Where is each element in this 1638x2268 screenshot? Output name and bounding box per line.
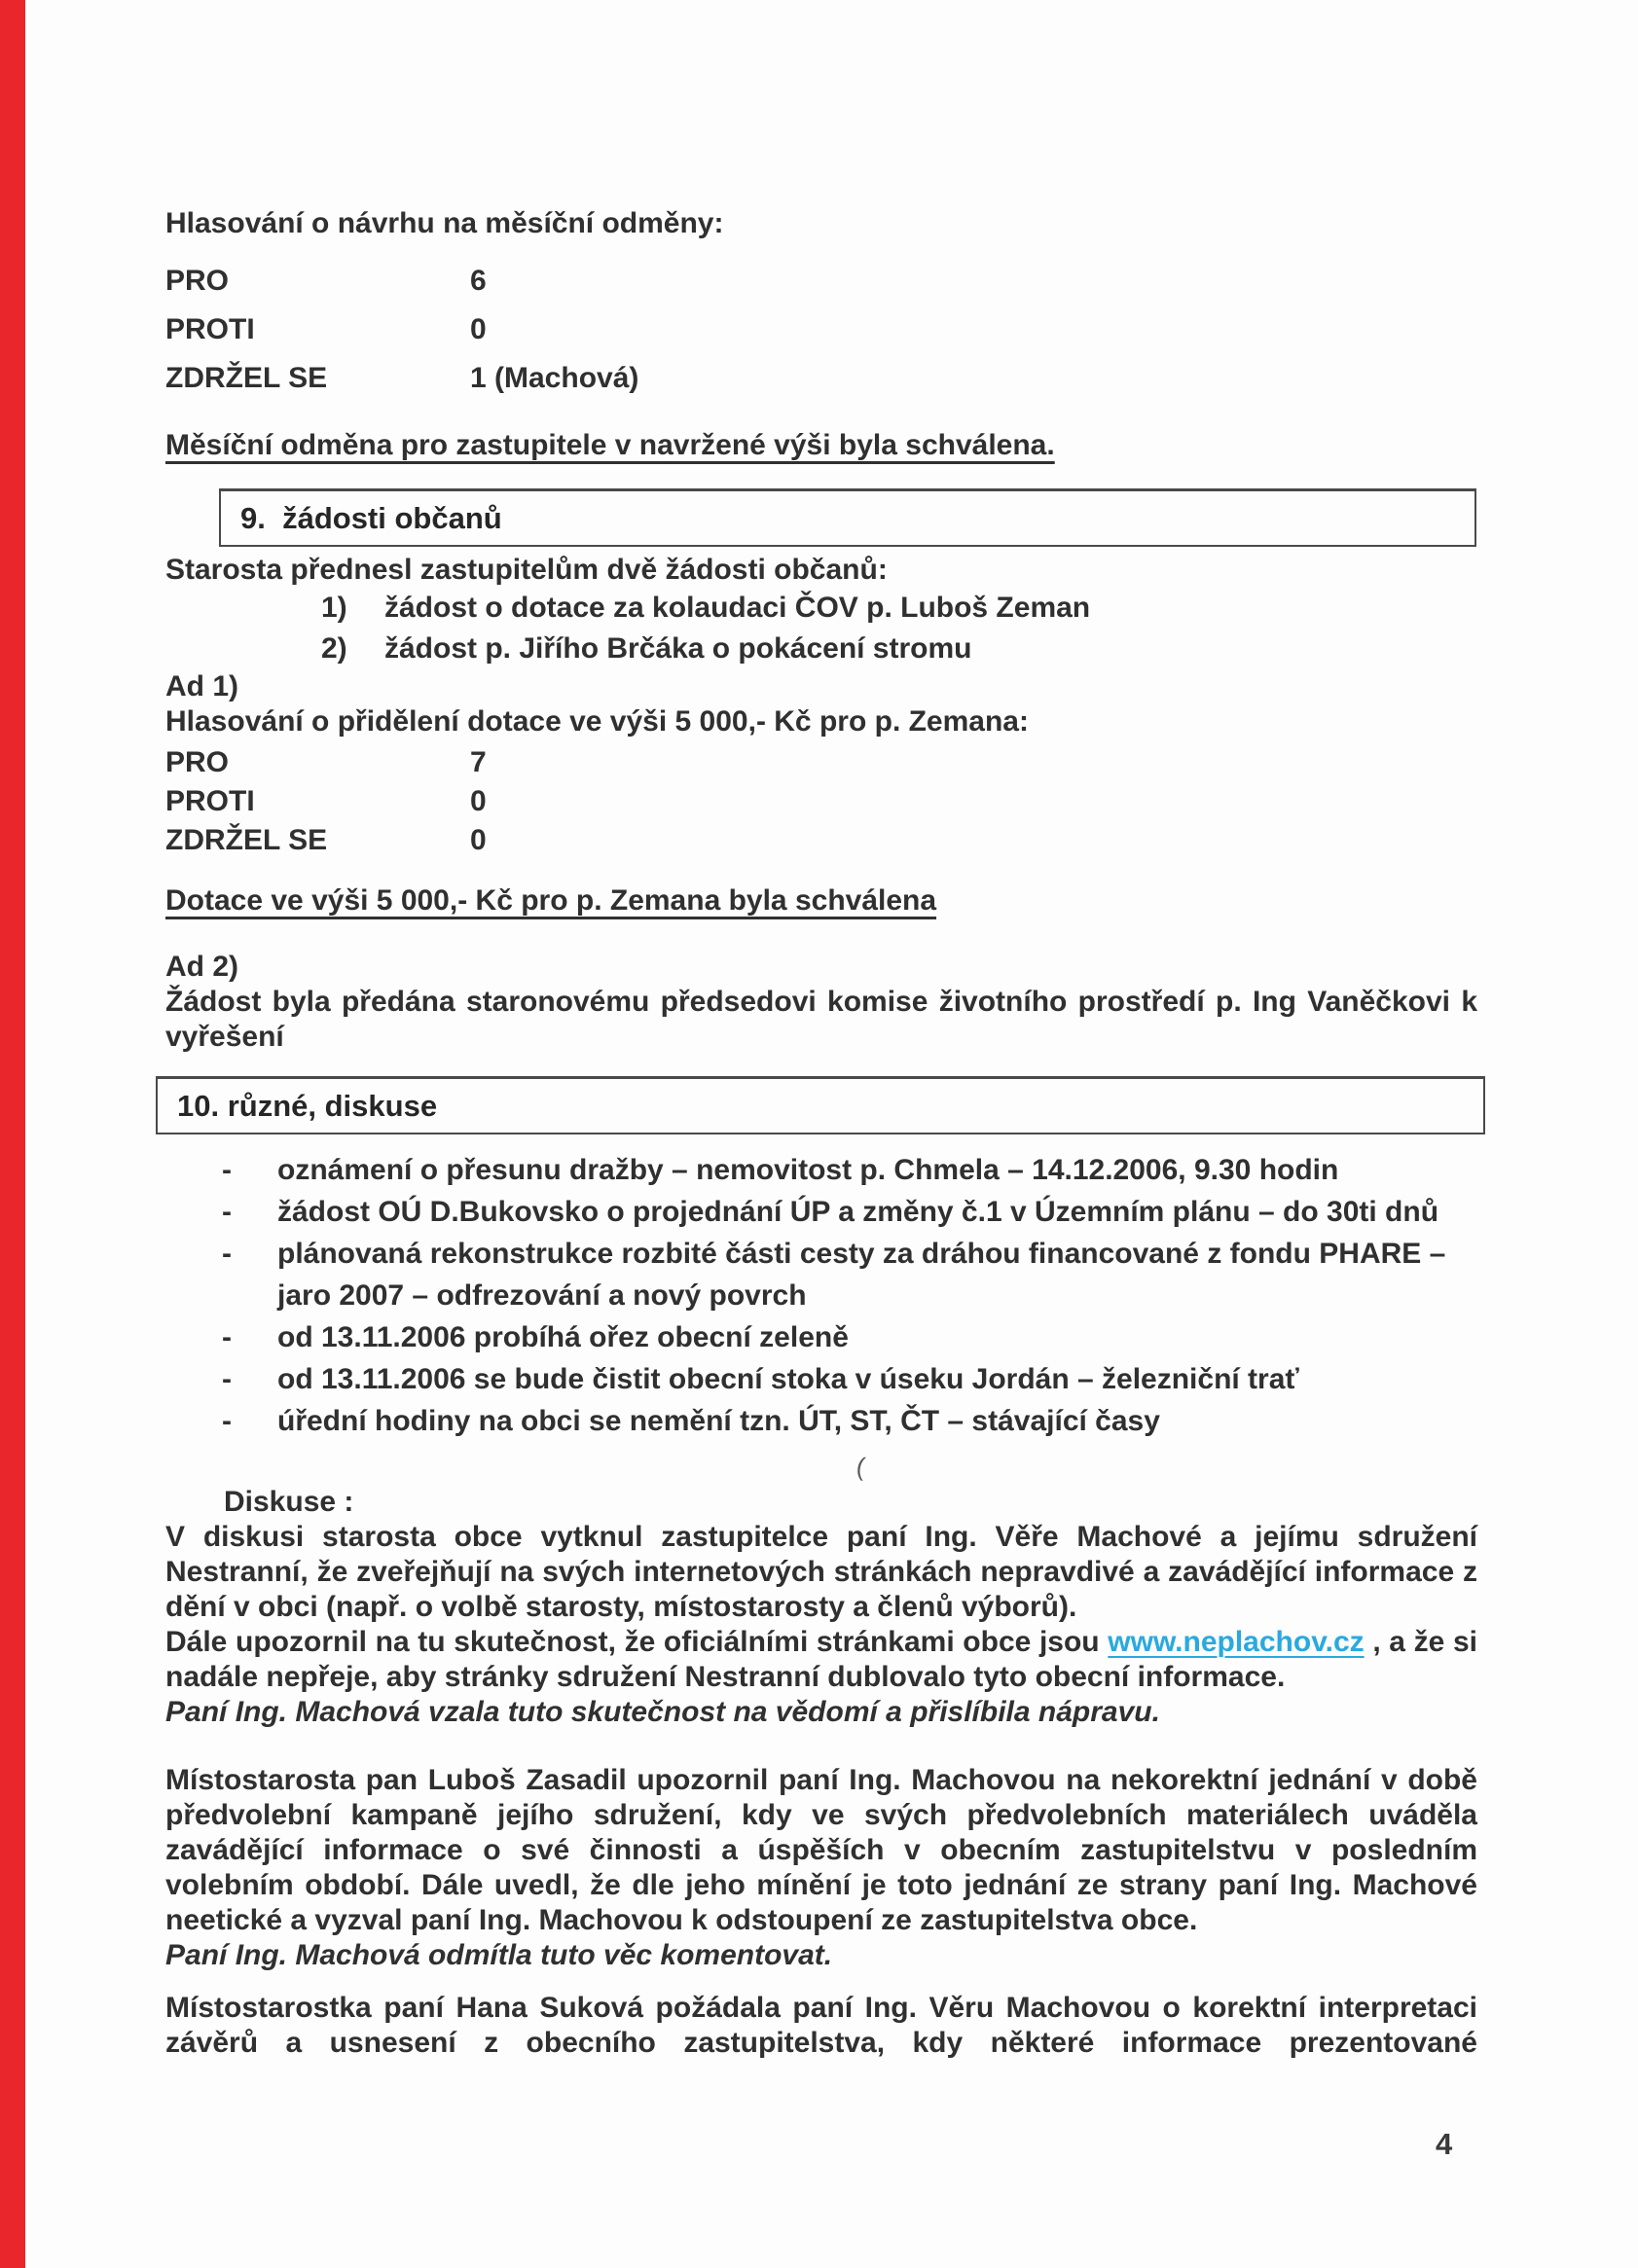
discussion-label: Diskuse : xyxy=(224,1486,354,1518)
neplachov-website-link[interactable]: www.neplachov.cz xyxy=(1108,1626,1365,1658)
ad1-label: Ad 1) xyxy=(165,670,238,702)
bullet-dash: - xyxy=(222,1321,232,1353)
list-item-text: úřední hodiny na obci se nemění tzn. ÚT, ST, ČT – stávající časy xyxy=(277,1405,1160,1437)
vote-row-label: PRO xyxy=(165,746,230,778)
list-item xyxy=(165,1149,1477,1191)
vote-row-proti xyxy=(165,782,1477,821)
bullet-dash: - xyxy=(222,1238,232,1270)
discussion-paragraph-3: Místostarostka paní Hana Suková požádala paní Ing. Věru Machovou o korektní interpretaci závěrů a usnesení z obecního zastupitelstva, kdy některé informace prezentované xyxy=(165,1992,1477,2059)
vote-monthly-heading: Hlasování o návrhu na měsíční odměny: xyxy=(165,207,724,239)
discussion-paragraph-1b xyxy=(165,1625,1477,1695)
list-item-text: žádost o dotace za kolaudaci ČOV p. Luboš Zeman xyxy=(384,592,1091,624)
list-item-number: 2) xyxy=(321,632,347,665)
scan-edge-red-strip xyxy=(0,0,25,2268)
vote-monthly-table xyxy=(165,257,1477,403)
vote-row-pro xyxy=(165,257,1477,306)
vote-row-label: ZDRŽEL SE xyxy=(165,824,328,856)
list-item-text: oznámení o přesunu dražby – nemovitost p. Chmela – 14.12.2006, 9.30 hodin xyxy=(277,1154,1339,1186)
list-item xyxy=(165,1316,1477,1358)
citizen-requests-list xyxy=(165,588,1477,669)
vote-grant-result: Dotace ve výši 5 000,- Kč pro p. Zemana byla schválena xyxy=(165,884,937,917)
vote-row-value: 0 xyxy=(470,824,487,856)
vote-row-value: 0 xyxy=(470,785,487,817)
list-item-text: žádost OÚ D.Bukovsko o projednání ÚP a změny č.1 v Územním plánu – do 30ti dnů xyxy=(277,1196,1439,1228)
vote-grant-table xyxy=(165,743,1477,860)
bullet-dash: - xyxy=(222,1154,232,1186)
misc-bullet-list xyxy=(165,1149,1477,1442)
paragraph-text: , a že si nadále nepřeje, aby stránky sdružení Nestranní dublovalo tyto obecní informace. xyxy=(165,1626,1477,1693)
vote-grant-heading: Hlasování o přidělení dotace ve výši 5 000,- Kč pro p. Zemana: xyxy=(165,705,1029,738)
list-item xyxy=(165,629,1477,669)
section-9-intro: Starosta přednesl zastupitelům dvě žádosti občanů: xyxy=(165,554,888,586)
vote-row-zdrzel xyxy=(165,354,1477,403)
scan-speck-artifact: ( xyxy=(855,1451,867,1482)
list-item-number: 1) xyxy=(321,592,347,624)
ad2-label: Ad 2) xyxy=(165,951,238,983)
bullet-dash: - xyxy=(222,1405,232,1437)
vote-row-label: PRO xyxy=(165,265,230,297)
list-item xyxy=(165,588,1477,629)
vote-row-pro xyxy=(165,743,1477,782)
list-item xyxy=(165,1233,1477,1316)
vote-row-value: 6 xyxy=(470,265,487,297)
vote-row-proti xyxy=(165,306,1477,354)
vote-row-zdrzel xyxy=(165,821,1477,860)
vote-row-label: ZDRŽEL SE xyxy=(165,362,328,394)
section-10-heading: 10. různé, diskuse xyxy=(156,1076,1485,1134)
vote-row-value: 0 xyxy=(470,313,487,345)
discussion-paragraph-2: Místostarosta pan Luboš Zasadil upozornil paní Ing. Machovou na nekorektní jednání v době předvolební kampaně jejího sdružení, kdy ve svých předvolebních materiálech uváděla zavádějící informace o své činnosti a úspěších v obecním zastupitelstvu v posledním volebním období. Dále uvedl, že dle jeho mínění je toto jednání ze strany paní Ing. Machové neetické a vyzval paní Ing. Machovou k odstoupení ze zastupitelstva obce. xyxy=(165,1764,1477,1936)
list-item xyxy=(165,1358,1477,1400)
list-item-text: žádost p. Jiřího Brčáka o pokácení stromu xyxy=(384,632,972,665)
discussion-paragraph-1: V diskusi starosta obce vytknul zastupitelce paní Ing. Věře Machové a jejímu sdružení Nestranní, že zveřejňují na svých internetových stránkách nepravdivé a zavádějící informace z dění v obci (např. o volbě starosty, místostarosty a členů výborů). xyxy=(165,1521,1477,1623)
page-number: 4 xyxy=(1436,2127,1453,2161)
bullet-dash: - xyxy=(222,1363,232,1395)
page-content xyxy=(165,0,1477,2061)
list-item-text: od 13.11.2006 probíhá ořez obecní zeleně xyxy=(277,1321,849,1353)
section-9-heading: 9. žádosti občanů xyxy=(219,488,1476,547)
paragraph-text: Dále upozornil na tu skutečnost, že oficiálními stránkami obce jsou xyxy=(165,1626,1109,1658)
bullet-dash: - xyxy=(222,1196,232,1228)
list-item-text: plánovaná rekonstrukce rozbité části cesty za dráhou financované z fondu PHARE – jaro 2007 – odfrezování a nový povrch xyxy=(277,1238,1446,1312)
vote-row-label: PROTI xyxy=(165,785,255,817)
machova-response-note-2: Paní Ing. Machová odmítla tuto věc komentovat. xyxy=(165,1939,833,1971)
list-item-text: od 13.11.2006 se bude čistit obecní stoka v úseku Jordán – železniční trať xyxy=(277,1363,1299,1395)
list-item xyxy=(165,1191,1477,1233)
list-item xyxy=(165,1400,1477,1442)
ad2-text: Žádost byla předána staronovému předsedovi komise životního prostředí p. Ing Vaněčkovi k vyřešení xyxy=(165,986,1477,1053)
vote-row-label: PROTI xyxy=(165,313,255,345)
machova-response-note-1: Paní Ing. Machová vzala tuto skutečnost na vědomí a přislíbila nápravu. xyxy=(165,1696,1160,1728)
vote-monthly-result: Měsíční odměna pro zastupitele v navržené výši byla schválena. xyxy=(165,429,1055,461)
vote-row-value: 1 (Machová) xyxy=(470,362,639,394)
vote-row-value: 7 xyxy=(470,746,487,778)
